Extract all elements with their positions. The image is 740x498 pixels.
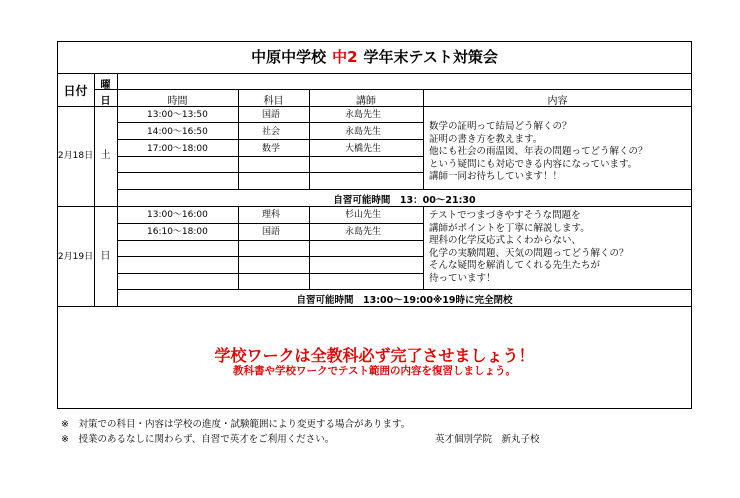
day1-row2-time: 14:00～16:50 [147, 127, 208, 137]
day1-row3-subject: 数学 [262, 144, 281, 154]
header-date: 日付 [63, 84, 88, 98]
footnote-1: ※ 対策での科目・内容は学校の進度・試験範囲により変更する場合があります。 [61, 419, 411, 430]
day2-content-line: そんな疑問を解消してくれる先生たちが [429, 260, 601, 271]
banner-headline: 学校ワークは全教科必ず完了させましょう！ [214, 346, 535, 365]
day1-content [429, 121, 648, 184]
day1-row1-time: 13:00～13:50 [147, 110, 208, 120]
day1-weekday: 土 [100, 150, 111, 161]
day2-content-line: 待っています！ [429, 272, 496, 284]
day1-row1-teacher: 永島先生 [345, 110, 382, 120]
grade-label: 中2 [332, 48, 358, 66]
day2-row1-teacher: 杉山先生 [345, 210, 382, 220]
day1-content-line: 他にも社会の雨温図、年表の問題ってどう解くの？ [429, 146, 648, 157]
day2-row2-subject: 国語 [262, 227, 281, 237]
day1-row2-subject: 社会 [262, 127, 281, 137]
day2-date: 2月19日 [57, 252, 94, 262]
organizer-name: 英才個別学院 新丸子校 [435, 434, 540, 445]
day2-content-line: 講師がポイントを丁寧に解説します。 [429, 222, 590, 234]
page-title [57, 41, 692, 74]
day2-row2-time: 16:10～18:00 [147, 227, 208, 237]
header-weekday-top: 曜 [100, 80, 111, 91]
day2-content-line: 化学の実験問題、天気の問題ってどう解くの？ [429, 247, 629, 259]
banner-subline: 教科書や学校ワークでテスト範囲の内容を復習しましょう。 [232, 365, 517, 377]
day1-row3-time: 17:00～18:00 [147, 144, 208, 154]
header-subject: 科目 [263, 96, 284, 107]
day1-self-study: 自習可能時間 13：00～21:30 [333, 195, 476, 206]
header-time: 時間 [167, 96, 188, 107]
day1-row1-subject: 国語 [262, 110, 281, 120]
header-teacher: 講師 [356, 96, 376, 107]
day1-content-line: という疑問にも対応できる内容になっています。 [429, 158, 638, 170]
header-content: 内容 [547, 96, 568, 107]
day1-row3-teacher: 大橋先生 [345, 144, 382, 154]
day2-content-line: 理科の化学反応式よくわからない、 [429, 235, 582, 246]
day2-content [429, 210, 629, 285]
day2-content-line: テストでつまづきやすそうな問題を [429, 210, 581, 221]
header-weekday-bottom: 日 [100, 96, 111, 107]
day1-content-line: 講師一同お待ちしています！！ [429, 171, 563, 182]
school-name: 中原中学校 [251, 48, 327, 66]
day1-content-line: 数学の証明って結局どう解くの？ [429, 121, 572, 132]
day2-self-study: 自習可能時間 13:00～19:00※19時に完全閉校 [296, 295, 513, 306]
day1-content-line: 証明の書き方を教えます。 [429, 133, 543, 145]
event-name: 学年末テスト対策会 [363, 48, 498, 66]
footnote-2: ※ 授業のあるなしに関わらず、自習で英才をご利用ください。 [61, 434, 335, 445]
day2-row1-subject: 理科 [262, 210, 281, 220]
day1-date: 2月18日 [57, 151, 94, 161]
day2-row1-time: 13:00～16:00 [147, 210, 208, 220]
day2-row2-teacher: 永島先生 [345, 227, 382, 237]
day2-weekday: 日 [100, 251, 111, 262]
day1-row2-teacher: 永島先生 [345, 127, 382, 137]
